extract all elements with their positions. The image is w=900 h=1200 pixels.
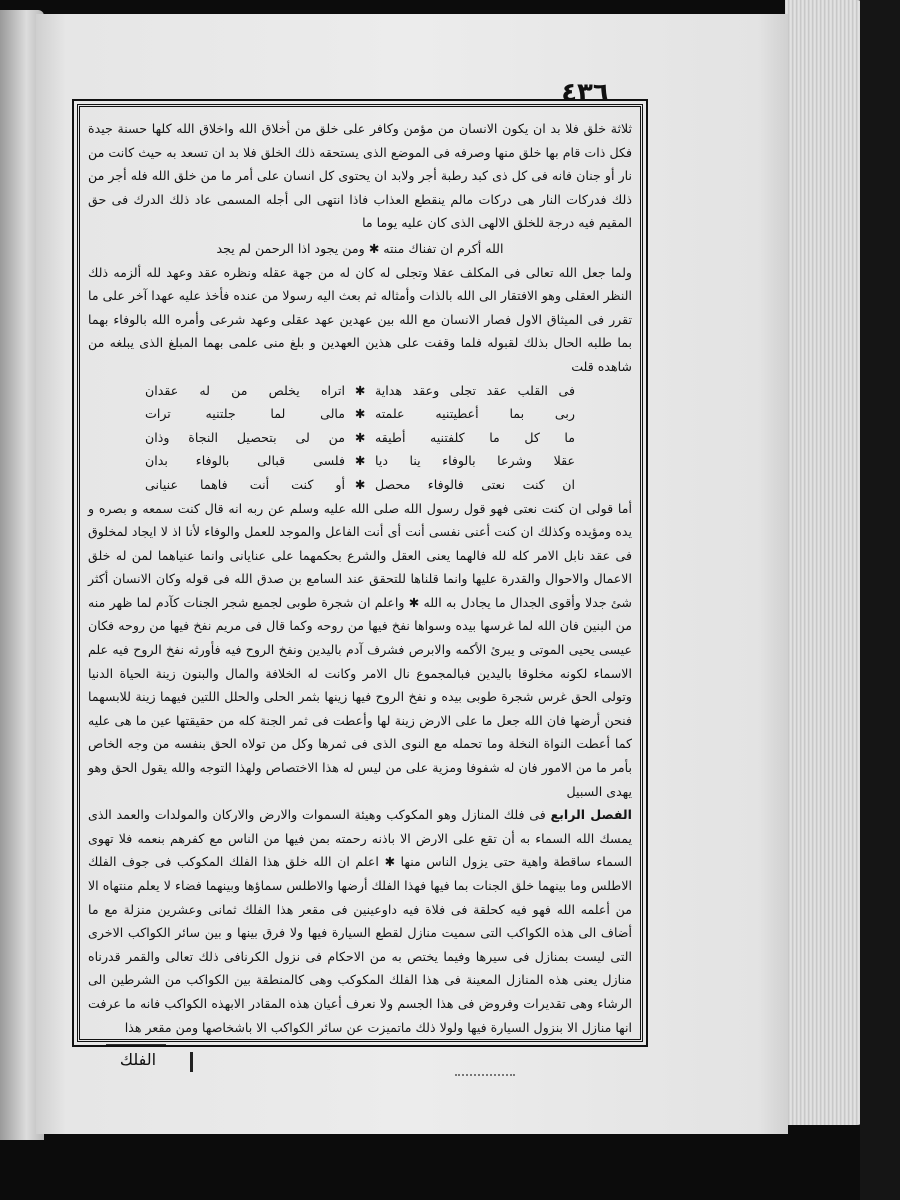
verse-line: الله أكرم ان تفناك منته ✱ ومن يجود اذا الرحمن لم يجد — [216, 240, 504, 256]
hemistich-second: مالى لما جلتنيه ترات — [145, 406, 345, 422]
star-separator-icon: ✱ — [354, 453, 366, 469]
poem-row — [88, 402, 632, 426]
hemistich-first: عقلا وشرعا بالوفاء ينا ديا — [375, 453, 575, 469]
paragraph: أما قولى ان كنت نعتى فهو قول رسول الله صلى الله عليه وسلم عن ربه انه قال كنت سمعه و بصره و يده ومؤيده وكذلك ان كنت أعنى نفسى أنت أى أنت الفاعل والموجد للعمل والوفاء لأنا اذ لا ايجاد لمخلوق فى عقد نابل الامر كله لله فالهما يعنى العقل والشرع بحكمهما على عنايانى وانما عنياهما لمن له خلق الاعمال والاحوال والقدرة عليها وانما قلناها للتحقق عند السامع بن صدق الله فى قوله وكان الانسان أكثر شئ جدلا وأقوى الجدال ما يجادل به الله ✱ واعلم ان شجرة طوبى لجميع شجر الجنات كآدم لما ظهر منه من البنين فان الله لما غرسها بيده وسواها نفخ فيها من روحه وكما قال فى مريم نفخ فيها من روحه فكان عيسى يحيى الموتى و يبرئ الأكمه والابرص فشرف آدم باليدين ونفخ الروح فيه فأورثه نفخ الروح فيه علم الاسماء لكونه مخلوقا باليدين فبالمجموع نال الامر وكانت له الخلافة والمال والبنون زينة الحياة الدنيا وتولى الحق غرس شجرة طوبى بيده و نفخ الروح فيها زينها بثمر الحلى والحلل اللتين فيهما زينة للابسهما فنحن أرضها فان الله جعل ما على الارض زينة لها وأعطت فى ثمر الجنة كله من حقيقتها عين ما هى عليه كما أعطت النواة النخلة وما تحمله مع النوى الذى فى ثمرها وكل من تولاه الحق بنفسه من وجه الخاص بأمر ما من الامور فان له شفوفا ومزية على من ليس له هذا الاختصاص ولهذا التوجه والله يقول الحق وهو يهدى السبيل — [88, 500, 632, 799]
background-shadow — [860, 0, 900, 1200]
page-stack-edge — [785, 0, 865, 1125]
poem-row — [88, 473, 632, 497]
hemistich-second: فلسى قبالى بالوفاء بدان — [145, 453, 345, 469]
catchword-rule — [106, 1044, 166, 1045]
poem-row — [88, 426, 632, 450]
signature-mark — [190, 1052, 193, 1072]
hemistich-first: ما كل ما كلفتنيه أطيقه — [375, 429, 575, 445]
text-frame — [77, 104, 643, 1042]
star-separator-icon: ✱ — [354, 382, 366, 398]
catchword: الفلك — [119, 1050, 157, 1069]
hemistich-first: ان كنت نعتى فالوفاء محصل — [375, 476, 575, 492]
ornament-dots — [455, 1074, 515, 1080]
poem — [88, 379, 632, 497]
star-separator-icon: ✱ — [354, 429, 366, 445]
hemistich-second: من لى بتحصيل النجاة وذان — [145, 429, 345, 445]
poem-row — [88, 379, 632, 403]
paragraph: ثلاثة خلق فلا بد ان يكون الانسان من مؤمن وكافر على خلق من أخلاق الله واخلاق الله كلها حسنة جيدة فكل ذات قام بها خلق منها وصرفه فى الموضع الذى يستحقه ذلك الخلق فلا بد ان تسعد به حيث كانت من نار أو جنان فانه فى كل ذى كبد رطبة أجر ولابد ان يحتوى كل انسان على أمر ما من خلق الله فله أجر من ذلك فدركات النار هى دركات مالم ينقطع العذاب فاذا انتهى الى أجله المسمى عاد ذلك الدرك فى حق المقيم فيه درجة للخلق الالهى الذى كان عليه يوما ما — [88, 121, 632, 231]
section-title: الفصل الرابع — [550, 807, 632, 823]
poem-row — [88, 449, 632, 473]
paragraph: ولما جعل الله تعالى فى المكلف عقلا وتجلى له كان له من جهة عقله ونظره عقد وعهد لله ألزمه ذلك النظر العقلى وهو الافتقار الى الله بالذات وأمثاله ثم بعث اليه رسولا من عنده فأخذ عليه عهدا آخر على ما تقرر فى الميثاق الاول فصار الانسان مع الله بين عهدين عهد عقلى وعهد شرعى وأمره الله بالوفاء بهما بما طلبه الحال بذلك لقبوله فلما وقفت على هذين العهدين و بلغ منى علمى بهما المبلغ الذى يبلغه من شاهده قلت — [88, 264, 632, 374]
section-paragraph — [88, 803, 632, 1039]
hemistich-first: ربى بما أعطيتنيه علمته — [375, 406, 575, 422]
hemistich-second: أو كنت أنت فاهما عنيانى — [145, 476, 345, 492]
star-separator-icon: ✱ — [354, 476, 366, 492]
page-number: ٤٣٦ — [561, 78, 609, 108]
star-separator-icon: ✱ — [354, 406, 366, 422]
hemistich-first: فى القلب عقد تجلى وعقد هداية — [375, 382, 575, 398]
section-text: فى فلك المنازل وهو المكوكب وهيئة السموات والارض والاركان والمولدات والعمد الذى يمسك الله السماء به أن تقع على الارض الا باذنه رحمته بمن فيها من الناس مع كفرهم بنعمه فلا تهوى السماء ساقطة واهية حتى يزول الناس منها ✱ اعلم ان الله خلق هذا الفلك المكوكب فى جوف الفلك الاطلس وما بينهما خلق الجنات بما فيها فهذا الفلك أرضها والاطلس سماؤها وبينهما فضاء لا يعلم منتهاه الا من أعلمه الله فهو فيه كحلقة فى فلاة فيه داوعينين فى مقعر هذا الفلك ثمانى وعشرين منزلة مع ما أضاف الى هذه الكواكب التى سميت منازل لقطع السيارة فيها ولا فرق بينها و بين سائر الكواكب الاخرى التى ليست بمنازل فى سيرها وفيما يختص به من الاحكام فى نزول الكرنافى ذلك تعالى والقمر قدرناه منازل يعنى هذه المنازل المعينة فى هذا الفلك المكوكب وهى كالمنطقة بين الكواكب من الشرطين الى الرشاء وهى تقديرات وفروض فى هذا الجسم ولا نعرف أعيان هذه المقادر الابهذه الكواكب فانه ما عرفت انها منازل الا بنزول السيارة فيها ولولا ذلك ماتميزت عن سائر الكواكب الا باشخاصها ومن مقعر هذا — [88, 807, 632, 1035]
hemistich-second: اتراه يخلص من له عقدان — [145, 382, 345, 398]
